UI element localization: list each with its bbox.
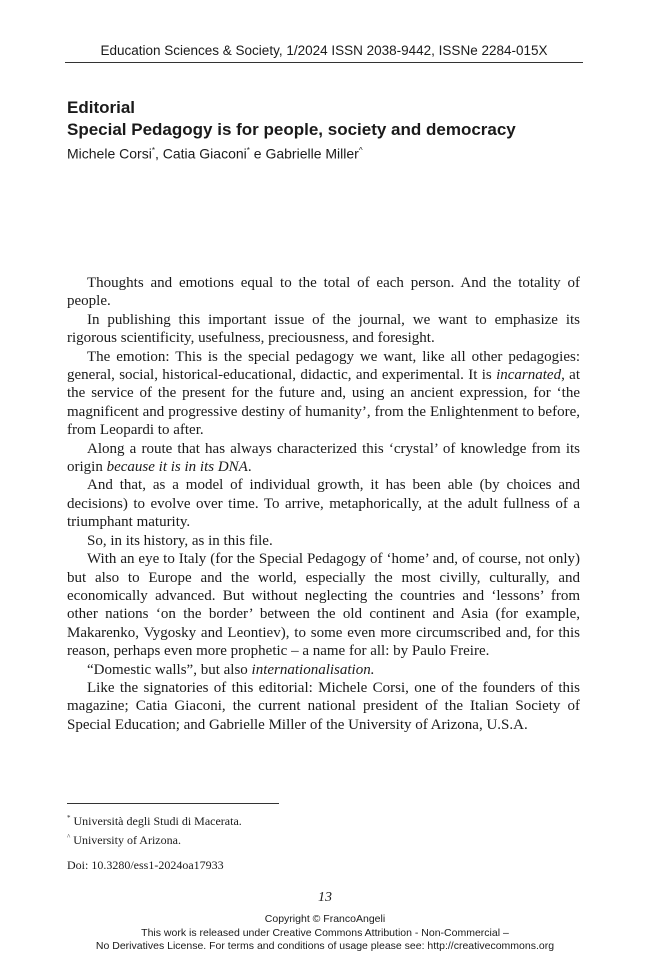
text-run: With an eye to Italy (for the Special Pedagogy of ‘home’ and, of course, not only) but also to Europe and the world, especially the most civilly, culturally, and economically advanced. But without neglecting the countries and ‘lessons’ from other nations ‘on the border’ between the old continent and Asia (for example, Makarenko, Vygosky and Leontiev), to some even more circumscribed and, for this reason, perhaps even more prophetic – a name for all: by Paulo Freire. xyxy=(67,551,580,660)
body-paragraph xyxy=(67,532,580,550)
author-name: Gabrielle Miller xyxy=(265,145,359,162)
text-run: “Domestic walls”, but also xyxy=(87,661,252,678)
affiliation-mark: ^ xyxy=(358,146,363,155)
article-body xyxy=(67,274,580,734)
text-run: at the service of the present for the future and, using an ancient expression, for ‘the magnificent and progressive destiny of humanity’, from the Enlightenment to before, from Leopardi to after. xyxy=(67,367,581,439)
footnote-text: Università degli Studi di Macerata. xyxy=(70,814,242,828)
affiliation-mark: * xyxy=(246,146,250,155)
footnote xyxy=(67,829,242,848)
author-separator: , xyxy=(154,145,163,162)
body-paragraph xyxy=(67,550,580,660)
italic-run: incarnated, xyxy=(496,367,565,384)
article-title: Special Pedagogy is for people, society and democracy xyxy=(67,120,516,139)
text-run: . xyxy=(247,459,252,476)
body-paragraph xyxy=(67,274,580,311)
author-line xyxy=(67,142,363,163)
copyright-line: Copyright © FrancoAngeli xyxy=(264,913,386,925)
text-run: And that, as a model of individual growth, it has been able (by choices and decisions) to evolve over time. To arrive, metaphorically, at the adult fullness of a triumphant maturity. xyxy=(67,477,580,531)
italic-run: because it is in its DNA xyxy=(106,459,248,476)
italic-run: internationalisation. xyxy=(251,661,375,678)
footnote-divider xyxy=(67,803,279,804)
body-paragraph xyxy=(67,440,580,477)
text-run: In publishing this important issue of the journal, we want to emphasize its rigorous scientificity, usefulness, preciousness, and foresight. xyxy=(67,311,580,347)
footnote xyxy=(67,810,242,829)
page-number: 13 xyxy=(318,890,332,905)
license-line-2: No Derivatives License. For terms and conditions of usage please see: http://creativecommons.org xyxy=(95,940,555,952)
affiliation-mark: * xyxy=(151,146,155,155)
copyright-footer xyxy=(0,913,650,954)
text-run: So, in its history, as in this file. xyxy=(87,532,273,549)
running-head: Education Sciences & Society, 1/2024 ISSN 2038-9442, ISSNe 2284-015X xyxy=(100,43,548,58)
text-run: Like the signatories of this editorial: Michele Corsi, one of the founders of this magazine; Catia Giaconi, the current national president of the Italian Society of Special Education; and Gabrielle Miller of the University of Arizona, U.S.A. xyxy=(67,679,580,733)
header-divider xyxy=(65,62,583,63)
doi[interactable]: Doi: 10.3280/ess1-2024oa17933 xyxy=(67,858,224,872)
author-name: Catia Giaconi xyxy=(162,145,247,162)
text-run: Thoughts and emotions equal to the total of each person. And the totality of people. xyxy=(67,275,580,310)
text-run: Along a route that has always characterized this ‘crystal’ of knowledge from its origin xyxy=(67,440,580,476)
body-paragraph xyxy=(67,348,580,440)
footnotes xyxy=(67,810,242,848)
section-label: Editorial xyxy=(67,98,136,117)
footnote-text: University of Arizona. xyxy=(70,833,181,847)
body-paragraph xyxy=(67,661,580,679)
author-separator: e xyxy=(249,145,266,162)
body-paragraph xyxy=(67,679,580,734)
license-line-1: This work is released under Creative Commons Attribution - Non-Commercial – xyxy=(141,926,509,939)
body-paragraph xyxy=(67,476,580,531)
author-name: Michele Corsi xyxy=(67,145,152,162)
text-run: The emotion: This is the special pedagogy we want, like all other pedagogies: general, social, historical-educational, didactic, and experimental. It is xyxy=(67,348,580,384)
footnote-mark: * xyxy=(67,814,71,822)
body-paragraph xyxy=(67,311,580,348)
footnote-mark: ^ xyxy=(67,833,71,841)
